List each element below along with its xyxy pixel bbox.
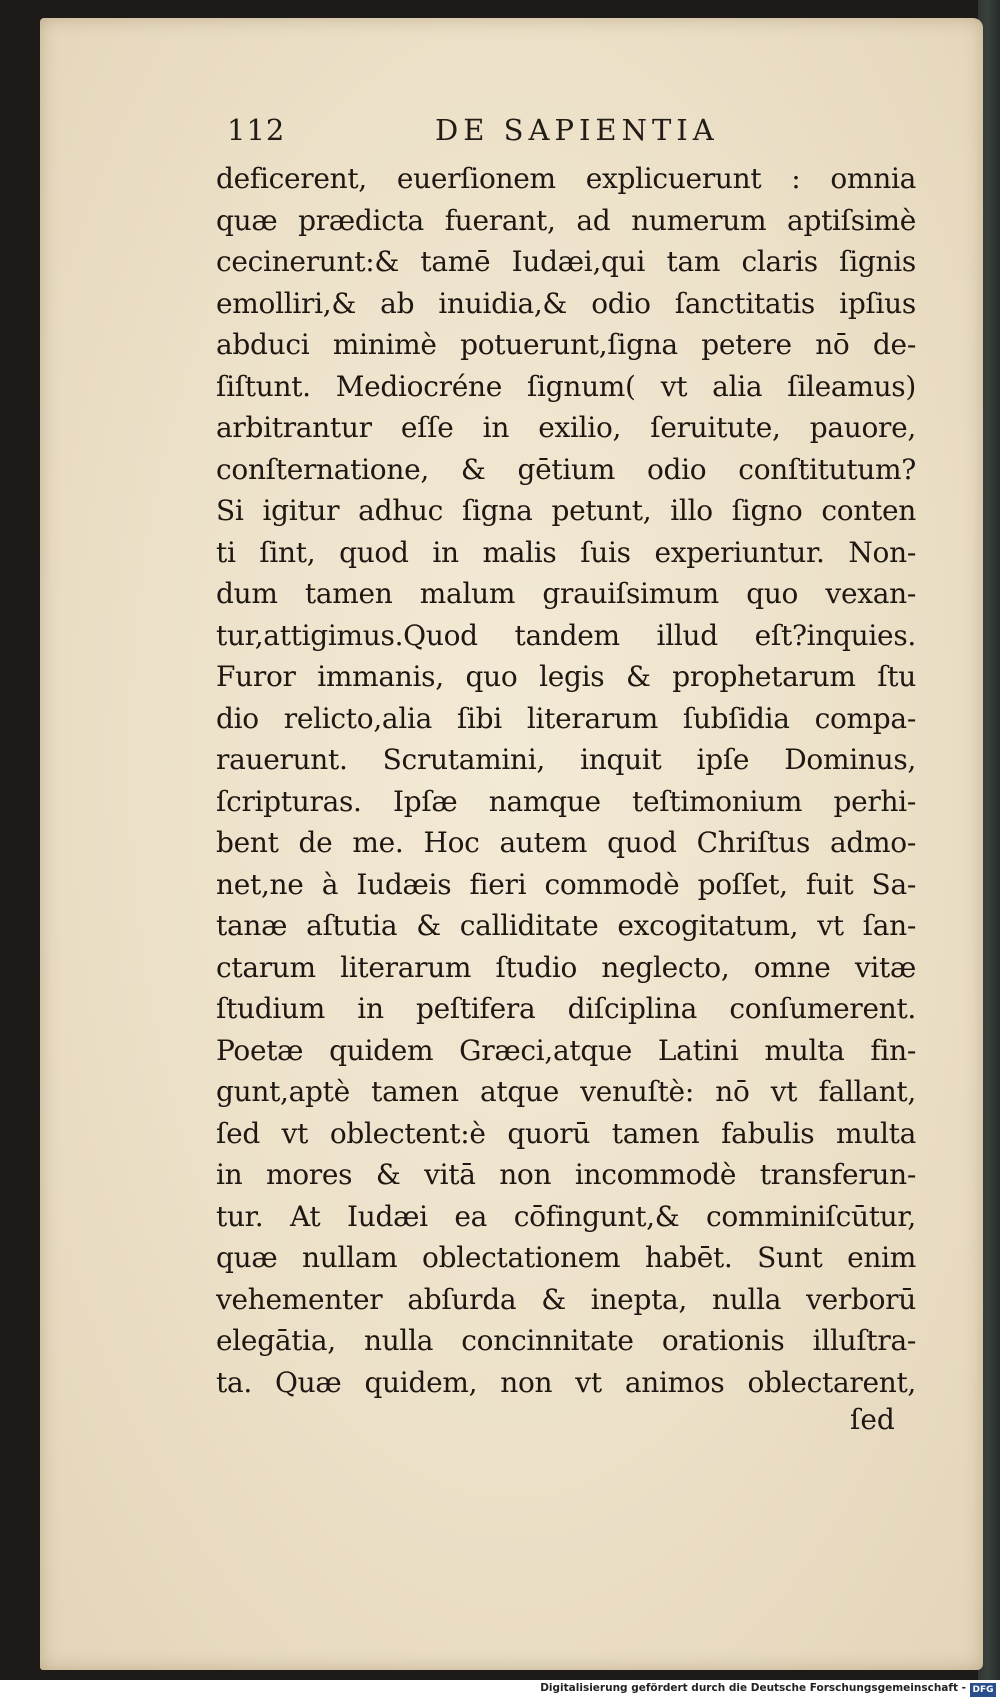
page-number: 112 xyxy=(227,113,286,147)
text-line: ti ſint, quod in malis ſuis experiuntur. Non- xyxy=(216,535,916,569)
text-line: ſed vt oblectent:è quorū tamen fabulis multa xyxy=(216,1116,916,1150)
text-line: quæ prædicta fuerant, ad numerum aptiſsimè xyxy=(216,203,916,237)
text-line: tur. At Iudæi ea cōfingunt,& comminiſcūtur, xyxy=(216,1199,916,1233)
text-line: net,ne à Iudæis fieri commodè poſſet, fuit Sa- xyxy=(216,867,916,901)
footer-bar xyxy=(0,1680,1000,1701)
text-line: tanæ aſtutia & calliditate excogitatum, vt ſan- xyxy=(216,909,916,942)
running-head: DE SAPIENTIA xyxy=(435,113,719,147)
text-line: abduci minimè potuerunt,ſigna petere nō de- xyxy=(216,328,916,361)
text-line: ſiſtunt. Mediocréne ſignum( vt alia ſileamus) xyxy=(216,369,916,403)
text-line: ta. Quæ quidem, non vt animos oblectarent, xyxy=(216,1365,916,1399)
funding-credit: Digitalisierung gefördert durch die Deutsche Forschungsgemeinschaft - xyxy=(540,1682,966,1694)
text-line: dio relicto,alia ſibi literarum ſubſidia compa- xyxy=(216,701,916,735)
text-line: in mores & vitā non incommodè transferun- xyxy=(216,1158,916,1191)
text-line: cecinerunt:& tamē Iudæi,qui tam claris ſignis xyxy=(216,245,916,278)
text-line: Poetæ quidem Græci,atque Latini multa fin- xyxy=(216,1033,916,1067)
text-line: Si igitur adhuc ſigna petunt, illo ſigno conten xyxy=(216,494,916,527)
page-header xyxy=(40,113,983,157)
dfg-logo: DFG xyxy=(970,1683,996,1697)
text-line: quæ nullam oblectationem habēt. Sunt enim xyxy=(216,1241,916,1274)
text-line: tur,attigimus.Quod tandem illud eſt?inquies. xyxy=(216,618,916,652)
text-line: vehementer abſurda & inepta, nulla verborū xyxy=(216,1282,916,1316)
text-line: gunt,aptè tamen atque venuſtè: nō vt fallant, xyxy=(216,1075,916,1108)
text-line: arbitrantur eſſe in exilio, ſeruitute, pauore, xyxy=(216,411,916,444)
text-line: deficerent, euerſionem explicuerunt : omnia xyxy=(216,162,916,195)
text-line: ſtudium in peſtifera diſciplina conſumerent. xyxy=(216,992,916,1025)
text-line: conſternatione, & gētium odio conſtitutum? xyxy=(216,452,916,486)
text-line: ctarum literarum ſtudio neglecto, omne vitæ xyxy=(216,950,916,984)
catchword: ſed xyxy=(850,1403,895,1436)
body-text xyxy=(216,158,916,1403)
text-line: Furor immanis, quo legis & prophetarum ſtu xyxy=(216,660,916,693)
text-line: emolliri,& ab inuidia,& odio ſanctitatis ipſius xyxy=(216,286,916,320)
book-page xyxy=(40,18,983,1670)
text-line: rauerunt. Scrutamini, inquit ipſe Dominus, xyxy=(216,743,916,776)
text-line: dum tamen malum grauiſsimum quo vexan- xyxy=(216,577,916,610)
text-line: elegātia, nulla concinnitate orationis illuſtra- xyxy=(216,1324,916,1357)
text-line: ſcripturas. Ipſæ namque teſtimonium perhi- xyxy=(216,784,916,818)
text-line: bent de me. Hoc autem quod Chriſtus admo- xyxy=(216,826,916,859)
